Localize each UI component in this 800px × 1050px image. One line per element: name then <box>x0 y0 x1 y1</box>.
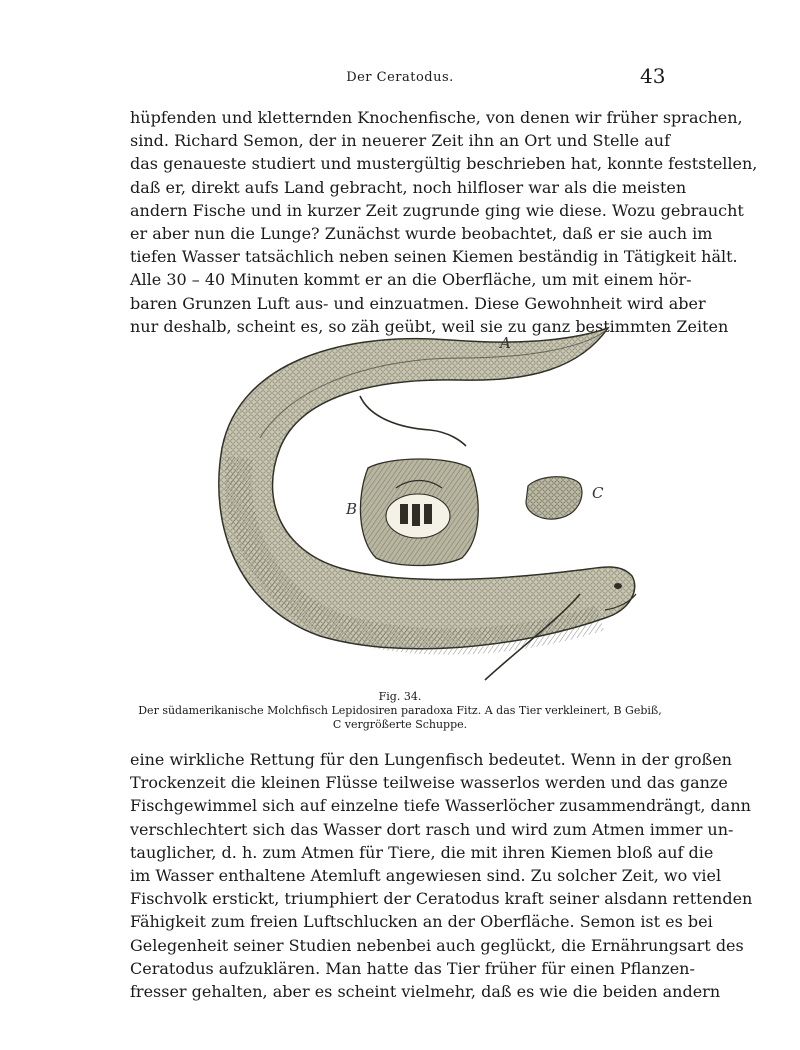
text-line: Alle 30 – 40 Minuten kommt er an die Oberfläche, um mit einem hör- <box>130 270 692 290</box>
fish-eye-icon <box>614 583 622 589</box>
pectoral-fin-filament <box>360 396 466 446</box>
scale-c <box>526 477 604 519</box>
running-head: Der Ceratodus. <box>346 70 454 85</box>
figure-label-a: A <box>500 334 511 352</box>
caption-line: C vergrößerte Schuppe. <box>332 718 468 731</box>
text-line: verschlechtert sich das Wasser dort rasch und wird zum Atmen immer un- <box>130 819 734 839</box>
text-line: eine wirkliche Rettung für den Lungenfisch bedeutet. Wenn in der großen <box>130 750 732 769</box>
figure-lungfish-illustration <box>200 318 650 690</box>
page-number: 43 <box>640 64 666 88</box>
figure-label-c: C <box>592 484 604 502</box>
text-line: Fischgewimmel sich auf einzelne tiefe Wasserlöcher zusammendrängt, dann <box>130 796 751 816</box>
paragraph-top <box>130 106 758 338</box>
figure-label-b: B <box>346 500 358 518</box>
text-line: andern Fische und in kurzer Zeit zugrunde ging wie diese. Wozu gebraucht <box>130 200 744 220</box>
text-line: das genaueste studiert und mustergültig beschrieben hat, konnte feststellen, <box>130 154 758 174</box>
text-line: tiefen Wasser tatsächlich neben seinen Kiemen beständig in Tätigkeit hält. <box>130 247 738 267</box>
caption-line: Der südamerikanische Molchfisch Lepidosiren paradoxa Fitz. A das Tier verkleinert, B Gebiß, <box>138 704 662 717</box>
text-line: baren Grunzen Luft aus- und einzuatmen. Diese Gewohnheit wird aber <box>130 293 706 313</box>
text-line: tauglicher, d. h. zum Atmen für Tiere, die mit ihren Kiemen bloß auf die <box>130 842 714 862</box>
text-line: Fähigkeit zum freien Luftschlucken an der Oberfläche. Semon ist es bei <box>130 912 713 932</box>
figure-number: Fig. 34. <box>378 690 422 703</box>
text-line: sind. Richard Semon, der in neuerer Zeit ihn an Ort und Stelle auf <box>130 131 670 151</box>
text-line: daß er, direkt aufs Land gebracht, noch hilfloser war als die meisten <box>130 177 687 197</box>
text-line: Ceratodus aufzuklären. Man hatte das Tier früher für einen Pflanzen- <box>130 958 695 978</box>
page-header <box>0 64 800 92</box>
text-line: er aber nun die Lunge? Zunächst wurde beobachtet, daß er sie auch im <box>130 224 713 244</box>
text-line: Gelegenheit seiner Studien nebenbei auch geglückt, die Ernährungsart des <box>130 935 744 955</box>
text-line: fresser gehalten, aber es scheint vielmehr, daß es wie die beiden andern <box>130 982 721 1002</box>
lungfish-engraving <box>200 318 650 690</box>
figure-caption <box>130 704 670 732</box>
text-line: hüpfenden und kletternden Knochenfische, von denen wir früher sprachen, <box>130 108 743 127</box>
text-line: Fischvolk erstickt, triumphiert der Ceratodus kraft seiner alsdann rettenden <box>130 889 753 909</box>
dentition-b <box>345 459 478 566</box>
text-line: nur deshalb, scheint es, so zäh geübt, weil sie zu ganz bestimmten Zeiten <box>130 316 729 336</box>
paragraph-bottom <box>130 748 753 1003</box>
text-line: im Wasser enthaltene Atemluft angewiesen sind. Zu solcher Zeit, wo viel <box>130 866 722 886</box>
text-line: Trockenzeit die kleinen Flüsse teilweise wasserlos werden und das ganze <box>130 773 728 793</box>
